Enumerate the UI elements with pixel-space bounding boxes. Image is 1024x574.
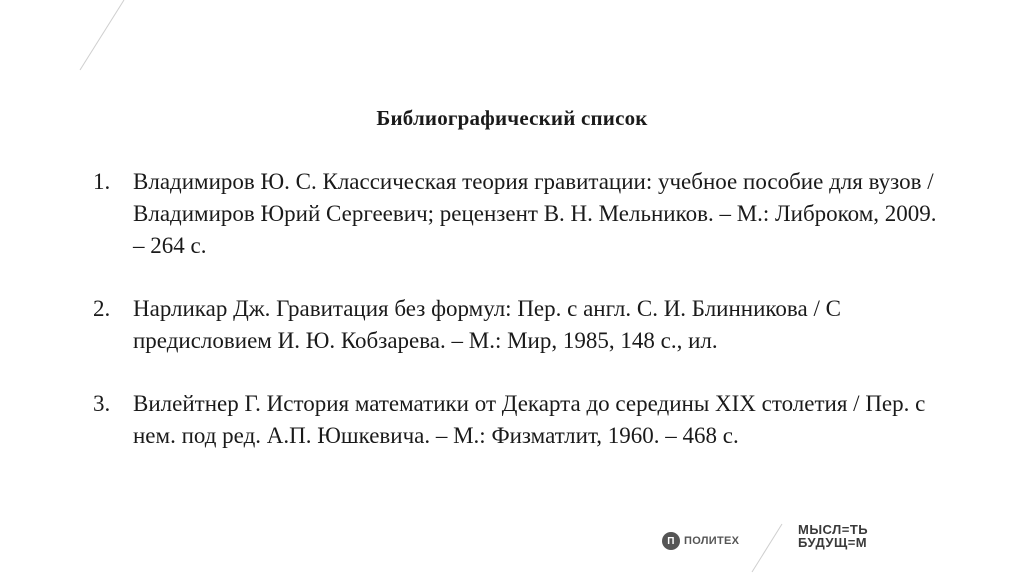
reference-list <box>93 166 953 483</box>
list-item-text: Вилейтнер Г. История математики от Декарта до середины XIX столетия / Пер. с нем. под ред. А.П. Юшкевича. – М.: Физматлит, 1960. – 468 с. <box>133 391 926 448</box>
list-item <box>93 388 953 452</box>
future-logo <box>798 523 868 549</box>
list-item-number: 3. <box>93 391 111 416</box>
page-title: Библиографический список <box>376 106 648 130</box>
politech-logo <box>662 532 739 550</box>
politech-logo-icon: П <box>662 532 680 550</box>
list-item-number: 1. <box>93 169 111 194</box>
list-item <box>93 166 953 262</box>
list-item-text: Нарликар Дж. Гравитация без формул: Пер. с англ. С. И. Блинникова / С предисловием И. Ю. Кобзарева. – М.: Мир, 1985, 148 с., ил. <box>133 296 841 353</box>
list-item <box>93 293 953 357</box>
future-logo-line2: БУДУЩ=М <box>798 535 868 550</box>
politech-logo-text: ПОЛИТЕХ <box>684 535 740 547</box>
list-item-text: Владимиров Ю. С. Классическая теория гравитации: учебное пособие для вузов / Владимиров Юрий Сергеевич; рецензент В. Н. Мельников. – М.: Либроком, 2009. – 264 с. <box>133 169 937 258</box>
list-item-number: 2. <box>93 296 111 321</box>
decorative-diagonal-bottom <box>752 524 782 572</box>
future-logo-line1: МЫСЛ=ТЬ <box>798 522 869 537</box>
